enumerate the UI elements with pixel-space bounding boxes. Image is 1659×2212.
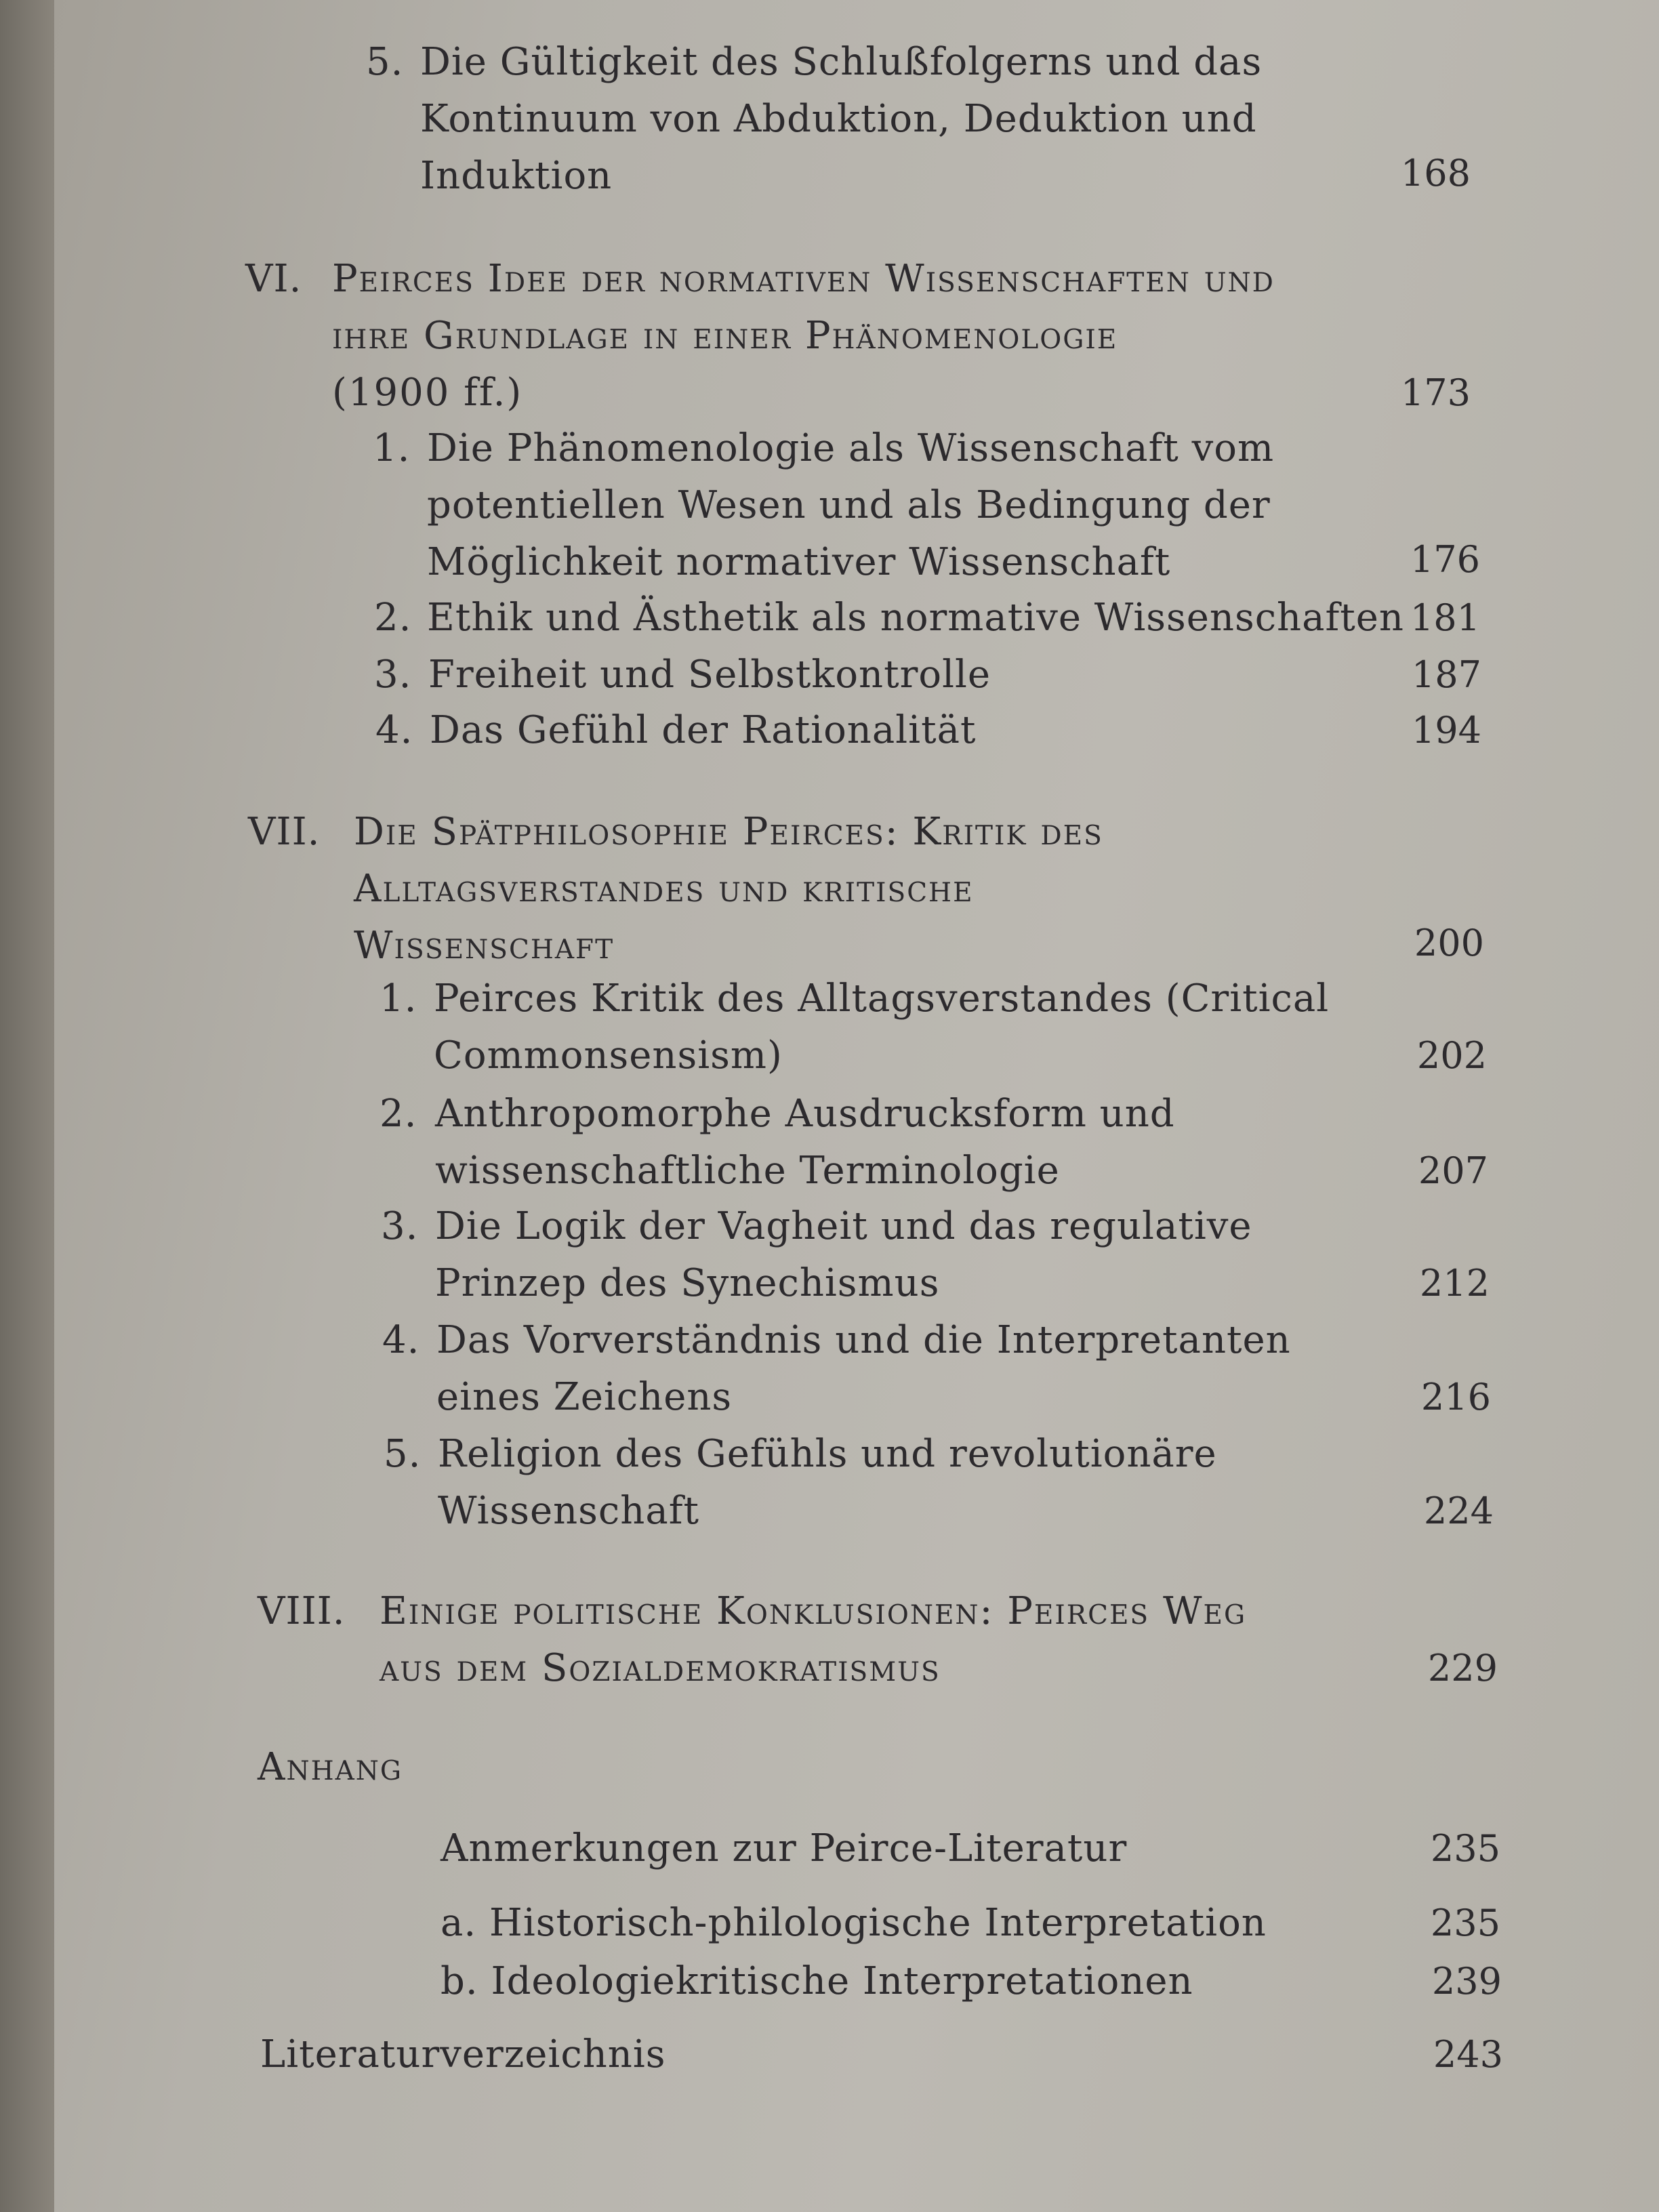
section-number: 4.	[375, 708, 413, 752]
section-number: 3.	[381, 1204, 419, 1248]
chapter-number: VII.	[248, 810, 321, 854]
section-title-line: Religion des Gefühls und revolutionäre	[438, 1432, 1217, 1476]
chapter-title-line: aus dem Sozialdemokratismus	[380, 1646, 941, 1690]
chapter-number: VIII.	[258, 1589, 346, 1633]
chapter-title-line: Die Spätphilosophie Peirces: Kritik des	[354, 810, 1103, 854]
section-number: 2.	[380, 1092, 417, 1136]
section-title-line: Kontinuum von Abduktion, Deduktion und	[420, 97, 1257, 141]
chapter-title-line: Wissenschaft	[354, 924, 615, 968]
page-number: 229	[1427, 1647, 1498, 1689]
chapter-title-line: Peirces Idee der normativen Wissenschaften und	[332, 257, 1275, 301]
section-title-line: Induktion	[420, 154, 613, 198]
section-title-line: Das Gefühl der Rationalität	[430, 708, 977, 752]
section-title-line: potentiellen Wesen und als Bedingung der	[427, 483, 1271, 527]
section-title-line: Freiheit und Selbstkontrolle	[428, 653, 991, 697]
page-number: 212	[1419, 1262, 1490, 1305]
section-title-line: Die Gültigkeit des Schlußfolgerns und das	[420, 40, 1263, 84]
chapter-title-line: (1900 ff.)	[332, 371, 523, 415]
section-title-line: Ethik und Ästhetik als normative Wissenschaften	[427, 596, 1404, 640]
section-title-line: Commonsensism)	[434, 1033, 783, 1078]
page-number: 243	[1433, 2033, 1503, 2076]
appendix-heading: Anhang	[258, 1745, 403, 1789]
page-number: 168	[1400, 152, 1471, 194]
page-number: 181	[1410, 596, 1480, 639]
bibliography-label: Literaturverzeichnis	[260, 2032, 666, 2076]
section-number: 3.	[374, 653, 412, 697]
page-number: 224	[1423, 1490, 1494, 1532]
page-number: 194	[1411, 709, 1481, 752]
page-number: 173	[1400, 371, 1471, 414]
section-title-line: Die Phänomenologie als Wissenschaft vom	[427, 426, 1275, 470]
chapter-number: VI.	[245, 257, 302, 301]
section-title-line: Die Logik der Vagheit und das regulative	[435, 1204, 1252, 1248]
appendix-item	[441, 1953, 1193, 2010]
page-number: 202	[1416, 1034, 1487, 1077]
section-number: 2.	[374, 596, 412, 640]
page-number: 235	[1430, 1827, 1500, 1870]
section-title-line: Das Vorverständnis und die Interpretanten	[436, 1318, 1291, 1362]
page-number: 200	[1414, 922, 1484, 964]
section-number: 1.	[380, 977, 417, 1021]
section-title-line: Möglichkeit normativer Wissenschaft	[427, 540, 1171, 584]
page-number: 187	[1411, 653, 1481, 696]
appendix-item-label: a. Historisch-philologische Interpretation	[441, 1901, 1267, 1945]
chapter-title-line: Einige politische Konklusionen: Peirces Weg	[380, 1589, 1247, 1633]
section-title-line: Anthropomorphe Ausdrucksform und	[435, 1092, 1175, 1136]
chapter-title-line: Alltagsverstandes und kritische	[354, 867, 974, 911]
appendix-item	[441, 1895, 1267, 1952]
appendix-item-label: b. Ideologiekritische Interpretationen	[441, 1959, 1193, 2003]
section-number: 4.	[382, 1318, 420, 1362]
page-number: 239	[1431, 1960, 1502, 2003]
page-number: 235	[1430, 1902, 1500, 1944]
section-title-line: Wissenschaft	[438, 1489, 699, 1533]
section-title-line: Prinzep des Synechismus	[435, 1261, 940, 1305]
appendix-item	[441, 1820, 1127, 1877]
chapter-title-line: ihre Grundlage in einer Phänomenologie	[332, 314, 1118, 358]
page-number: 176	[1410, 538, 1480, 581]
bibliography-entry	[260, 2026, 665, 2083]
section-title-line: eines Zeichens	[436, 1375, 733, 1419]
section-title-line: Peirces Kritik des Alltagsverstandes (Critical	[434, 977, 1330, 1021]
section-number: 5.	[384, 1432, 422, 1476]
section-title-line: wissenschaftliche Terminologie	[435, 1149, 1060, 1193]
section-number: 1.	[373, 426, 411, 470]
appendix-item-label: Anmerkungen zur Peirce-Literatur	[441, 1826, 1128, 1870]
section-number: 5.	[366, 40, 404, 84]
page-number: 216	[1420, 1376, 1491, 1418]
page-number: 207	[1418, 1149, 1488, 1192]
